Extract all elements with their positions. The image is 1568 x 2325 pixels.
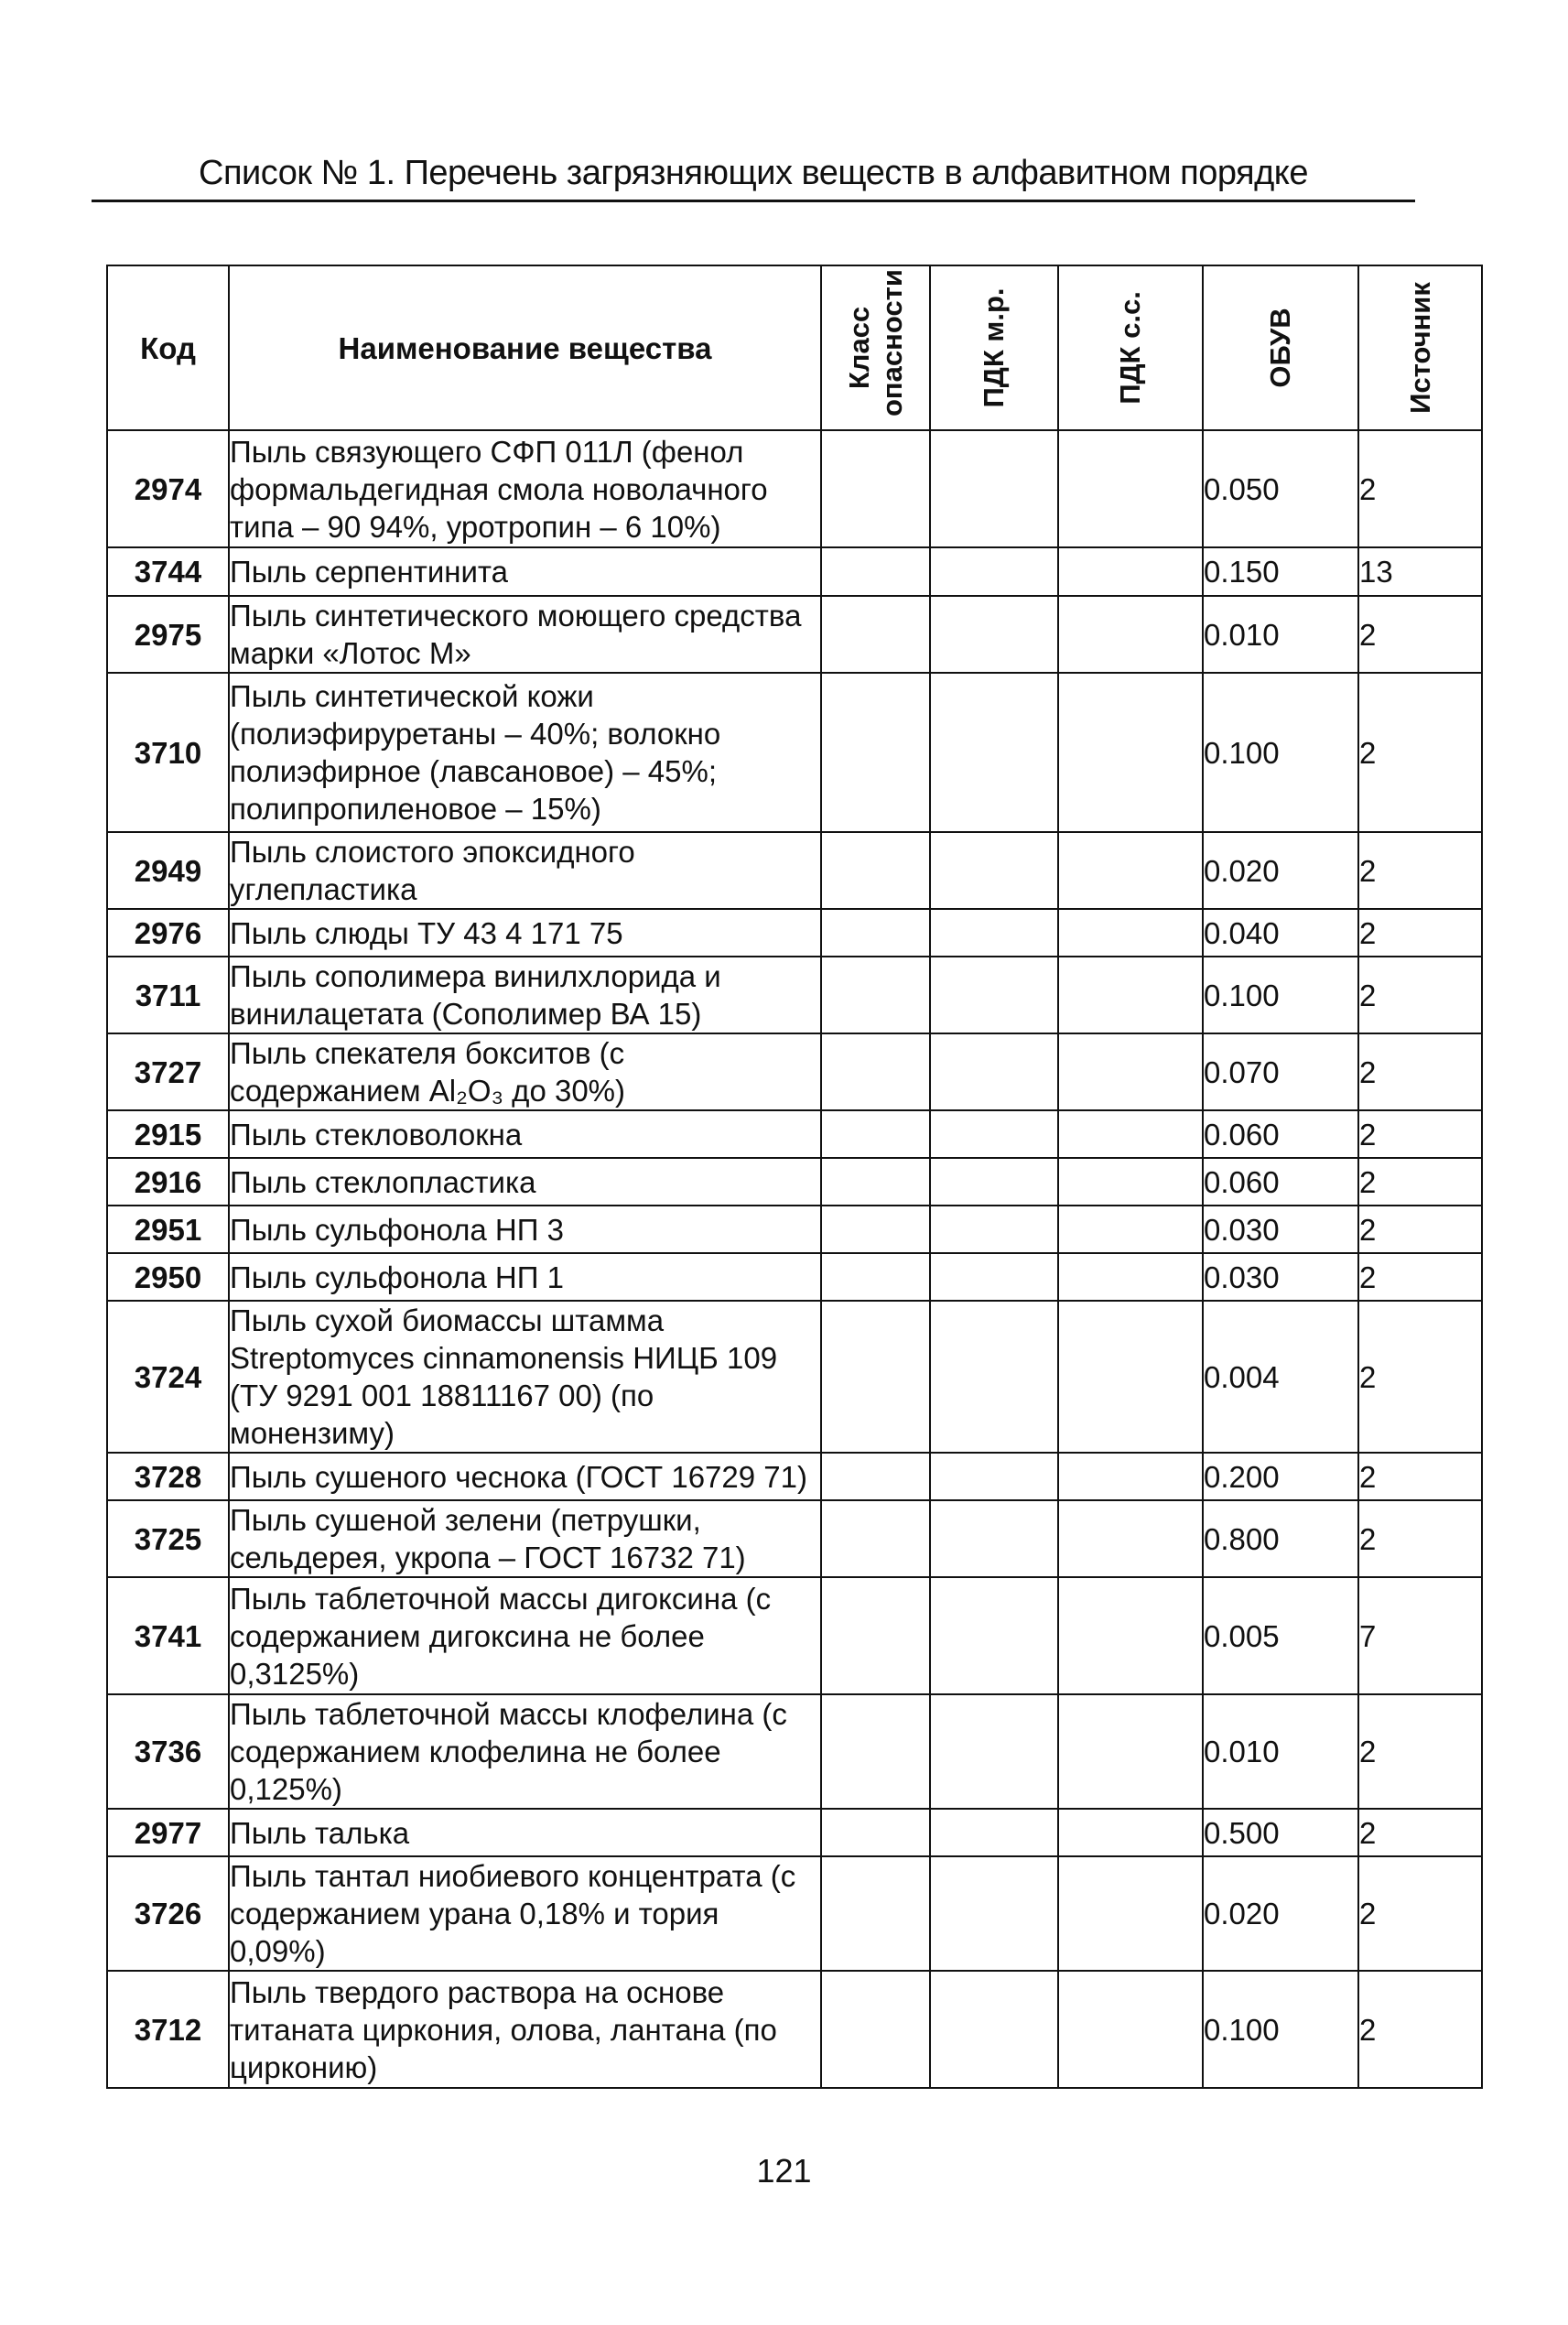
table-row bbox=[107, 832, 1482, 909]
header-divider bbox=[92, 200, 1415, 202]
cell-pdk-mr bbox=[930, 1971, 1058, 2088]
column-header-source bbox=[1358, 265, 1482, 430]
cell-source: 2 bbox=[1358, 1110, 1482, 1158]
cell-source: 2 bbox=[1358, 909, 1482, 957]
table-row bbox=[107, 1694, 1482, 1809]
cell-hazard-class bbox=[821, 1453, 930, 1500]
cell-pdk-mr bbox=[930, 1301, 1058, 1453]
cell-hazard-class bbox=[821, 547, 930, 596]
cell-pdk-mr bbox=[930, 1694, 1058, 1809]
cell-pdk-mr bbox=[930, 1158, 1058, 1206]
cell-code: 3727 bbox=[107, 1033, 229, 1110]
cell-obuv: 0.060 bbox=[1203, 1110, 1358, 1158]
cell-name: Пыль синтетической кожи (полиэфируретаны – 40%; волокно полиэфирное (лавсановое) – 45%; полипропиленовое – 15%) bbox=[229, 673, 821, 832]
cell-name: Пыль твердого раствора на основе титаната циркония, олова, лантана (по цирконию) bbox=[229, 1971, 821, 2088]
table-row bbox=[107, 1206, 1482, 1253]
cell-pdk-mr bbox=[930, 547, 1058, 596]
cell-source: 13 bbox=[1358, 547, 1482, 596]
column-header-obuv bbox=[1203, 265, 1358, 430]
cell-code: 2916 bbox=[107, 1158, 229, 1206]
cell-code: 2974 bbox=[107, 430, 229, 547]
table-row bbox=[107, 1253, 1482, 1301]
cell-name: Пыль связующего СФП 011Л (фенол формальдегидная смола новолачного типа – 90 94%, уротропин – 6 10%) bbox=[229, 430, 821, 547]
cell-source: 7 bbox=[1358, 1577, 1482, 1694]
column-header-code: Код bbox=[107, 265, 229, 430]
cell-name: Пыль слюды ТУ 43 4 171 75 bbox=[229, 909, 821, 957]
table-row bbox=[107, 547, 1482, 596]
cell-pdk-ss bbox=[1058, 430, 1203, 547]
cell-obuv: 0.020 bbox=[1203, 832, 1358, 909]
table-row bbox=[107, 1577, 1482, 1694]
cell-obuv: 0.200 bbox=[1203, 1453, 1358, 1500]
cell-hazard-class bbox=[821, 1253, 930, 1301]
table-row bbox=[107, 1856, 1482, 1971]
cell-obuv: 0.500 bbox=[1203, 1809, 1358, 1856]
column-header-pdk-ss bbox=[1058, 265, 1203, 430]
cell-name: Пыль стекловолокна bbox=[229, 1110, 821, 1158]
cell-pdk-ss bbox=[1058, 673, 1203, 832]
cell-hazard-class bbox=[821, 1856, 930, 1971]
table-row bbox=[107, 1158, 1482, 1206]
column-header-obuv-label: ОБУВ bbox=[1264, 308, 1296, 388]
table-row bbox=[107, 1301, 1482, 1453]
cell-pdk-mr bbox=[930, 909, 1058, 957]
cell-pdk-ss bbox=[1058, 1206, 1203, 1253]
table-body bbox=[107, 430, 1482, 2088]
cell-obuv: 0.040 bbox=[1203, 909, 1358, 957]
cell-source: 2 bbox=[1358, 1253, 1482, 1301]
cell-pdk-ss bbox=[1058, 1033, 1203, 1110]
table-row bbox=[107, 1500, 1482, 1577]
cell-pdk-mr bbox=[930, 1033, 1058, 1110]
cell-name: Пыль сульфонола НП 3 bbox=[229, 1206, 821, 1253]
cell-hazard-class bbox=[821, 1809, 930, 1856]
cell-source: 2 bbox=[1358, 1809, 1482, 1856]
cell-code: 3711 bbox=[107, 957, 229, 1033]
cell-obuv: 0.800 bbox=[1203, 1500, 1358, 1577]
cell-pdk-ss bbox=[1058, 1809, 1203, 1856]
table-row bbox=[107, 430, 1482, 547]
cell-pdk-ss bbox=[1058, 1110, 1203, 1158]
cell-name: Пыль таблеточной массы дигоксина (с содержанием дигоксина не более 0,3125%) bbox=[229, 1577, 821, 1694]
substances-table bbox=[106, 265, 1483, 2089]
cell-code: 2951 bbox=[107, 1206, 229, 1253]
cell-pdk-mr bbox=[930, 430, 1058, 547]
table-header-row bbox=[107, 265, 1482, 430]
cell-source: 2 bbox=[1358, 673, 1482, 832]
cell-source: 2 bbox=[1358, 1694, 1482, 1809]
cell-pdk-ss bbox=[1058, 547, 1203, 596]
cell-code: 3726 bbox=[107, 1856, 229, 1971]
cell-name: Пыль сухой биомассы штамма Streptomyces cinnamonensis НИЦБ 109 (ТУ 9291 001 18811167 00) (по монензиму) bbox=[229, 1301, 821, 1453]
cell-code: 2975 bbox=[107, 596, 229, 673]
cell-hazard-class bbox=[821, 596, 930, 673]
cell-pdk-mr bbox=[930, 832, 1058, 909]
cell-source: 2 bbox=[1358, 1856, 1482, 1971]
cell-pdk-ss bbox=[1058, 1253, 1203, 1301]
cell-pdk-mr bbox=[930, 1809, 1058, 1856]
cell-source: 2 bbox=[1358, 1206, 1482, 1253]
cell-pdk-ss bbox=[1058, 1158, 1203, 1206]
cell-hazard-class bbox=[821, 1971, 930, 2088]
table-row bbox=[107, 1110, 1482, 1158]
cell-name: Пыль тантал ниобиевого концентрата (с содержанием урана 0,18% и тория 0,09%) bbox=[229, 1856, 821, 1971]
cell-pdk-ss bbox=[1058, 1577, 1203, 1694]
cell-name: Пыль стеклопластика bbox=[229, 1158, 821, 1206]
table-row bbox=[107, 957, 1482, 1033]
cell-hazard-class bbox=[821, 1500, 930, 1577]
cell-obuv: 0.150 bbox=[1203, 547, 1358, 596]
cell-hazard-class bbox=[821, 1158, 930, 1206]
cell-hazard-class bbox=[821, 1033, 930, 1110]
cell-code: 3712 bbox=[107, 1971, 229, 2088]
cell-hazard-class bbox=[821, 1206, 930, 1253]
cell-hazard-class bbox=[821, 1110, 930, 1158]
cell-pdk-ss bbox=[1058, 596, 1203, 673]
cell-hazard-class bbox=[821, 673, 930, 832]
cell-name: Пыль синтетического моющего средства марки «Лотос М» bbox=[229, 596, 821, 673]
column-header-pdk-mr bbox=[930, 265, 1058, 430]
cell-obuv: 0.020 bbox=[1203, 1856, 1358, 1971]
cell-pdk-mr bbox=[930, 957, 1058, 1033]
cell-name: Пыль сульфонола НП 1 bbox=[229, 1253, 821, 1301]
cell-source: 2 bbox=[1358, 430, 1482, 547]
cell-pdk-ss bbox=[1058, 1694, 1203, 1809]
cell-source: 2 bbox=[1358, 1971, 1482, 2088]
cell-hazard-class bbox=[821, 832, 930, 909]
cell-pdk-ss bbox=[1058, 832, 1203, 909]
cell-pdk-ss bbox=[1058, 909, 1203, 957]
cell-source: 2 bbox=[1358, 1301, 1482, 1453]
cell-code: 3744 bbox=[107, 547, 229, 596]
page-number: 121 bbox=[756, 2152, 812, 2190]
cell-source: 2 bbox=[1358, 596, 1482, 673]
cell-code: 3736 bbox=[107, 1694, 229, 1809]
cell-pdk-mr bbox=[930, 1500, 1058, 1577]
cell-source: 2 bbox=[1358, 1453, 1482, 1500]
column-header-pdk-ss-label: ПДК с.с. bbox=[1114, 291, 1146, 405]
cell-code: 2950 bbox=[107, 1253, 229, 1301]
cell-obuv: 0.004 bbox=[1203, 1301, 1358, 1453]
cell-name: Пыль слоистого эпоксидного углепластика bbox=[229, 832, 821, 909]
cell-obuv: 0.100 bbox=[1203, 1971, 1358, 2088]
cell-name: Пыль серпентинита bbox=[229, 547, 821, 596]
cell-pdk-mr bbox=[930, 673, 1058, 832]
cell-pdk-mr bbox=[930, 596, 1058, 673]
cell-obuv: 0.030 bbox=[1203, 1253, 1358, 1301]
cell-source: 2 bbox=[1358, 957, 1482, 1033]
cell-pdk-ss bbox=[1058, 957, 1203, 1033]
cell-obuv: 0.030 bbox=[1203, 1206, 1358, 1253]
column-header-hazard-class-label: Класс опасности bbox=[842, 269, 908, 416]
cell-pdk-mr bbox=[930, 1253, 1058, 1301]
cell-pdk-mr bbox=[930, 1110, 1058, 1158]
cell-pdk-ss bbox=[1058, 1856, 1203, 1971]
cell-source: 2 bbox=[1358, 1033, 1482, 1110]
cell-obuv: 0.005 bbox=[1203, 1577, 1358, 1694]
cell-code: 3710 bbox=[107, 673, 229, 832]
table-row bbox=[107, 1971, 1482, 2088]
cell-pdk-mr bbox=[930, 1453, 1058, 1500]
table-row bbox=[107, 673, 1482, 832]
cell-name: Пыль талька bbox=[229, 1809, 821, 1856]
cell-code: 2915 bbox=[107, 1110, 229, 1158]
cell-code: 2949 bbox=[107, 832, 229, 909]
cell-pdk-ss bbox=[1058, 1453, 1203, 1500]
cell-obuv: 0.100 bbox=[1203, 957, 1358, 1033]
cell-obuv: 0.010 bbox=[1203, 1694, 1358, 1809]
column-header-source-label: Источник bbox=[1403, 282, 1436, 414]
cell-pdk-ss bbox=[1058, 1500, 1203, 1577]
cell-code: 3724 bbox=[107, 1301, 229, 1453]
cell-source: 2 bbox=[1358, 1500, 1482, 1577]
cell-hazard-class bbox=[821, 1301, 930, 1453]
cell-source: 2 bbox=[1358, 1158, 1482, 1206]
cell-hazard-class bbox=[821, 909, 930, 957]
table-row bbox=[107, 909, 1482, 957]
cell-code: 2977 bbox=[107, 1809, 229, 1856]
table-row bbox=[107, 1453, 1482, 1500]
cell-code: 3725 bbox=[107, 1500, 229, 1577]
table-row bbox=[107, 1033, 1482, 1110]
cell-pdk-ss bbox=[1058, 1301, 1203, 1453]
cell-obuv: 0.050 bbox=[1203, 430, 1358, 547]
cell-pdk-mr bbox=[930, 1577, 1058, 1694]
cell-code: 2976 bbox=[107, 909, 229, 957]
cell-obuv: 0.070 bbox=[1203, 1033, 1358, 1110]
cell-hazard-class bbox=[821, 430, 930, 547]
table-row bbox=[107, 1809, 1482, 1856]
column-header-pdk-mr-label: ПДК м.р. bbox=[978, 287, 1010, 408]
cell-name: Пыль таблеточной массы клофелина (с содержанием клофелина не более 0,125%) bbox=[229, 1694, 821, 1809]
cell-hazard-class bbox=[821, 1694, 930, 1809]
cell-name: Пыль сушеного чеснока (ГОСТ 16729 71) bbox=[229, 1453, 821, 1500]
page-title: Список № 1. Перечень загрязняющих веществ в алфавитном порядке bbox=[199, 154, 1308, 192]
cell-pdk-mr bbox=[930, 1206, 1058, 1253]
cell-name: Пыль сополимера винилхлорида и винилацетата (Сополимер ВА 15) bbox=[229, 957, 821, 1033]
cell-obuv: 0.060 bbox=[1203, 1158, 1358, 1206]
cell-pdk-ss bbox=[1058, 1971, 1203, 2088]
column-header-hazard-class bbox=[821, 265, 930, 430]
cell-source: 2 bbox=[1358, 832, 1482, 909]
column-header-name: Наименование вещества bbox=[229, 265, 821, 430]
cell-obuv: 0.010 bbox=[1203, 596, 1358, 673]
cell-name: Пыль спекателя бокситов (с содержанием Al₂O₃ до 30%) bbox=[229, 1033, 821, 1110]
table-row bbox=[107, 596, 1482, 673]
cell-hazard-class bbox=[821, 957, 930, 1033]
cell-pdk-mr bbox=[930, 1856, 1058, 1971]
cell-hazard-class bbox=[821, 1577, 930, 1694]
cell-code: 3728 bbox=[107, 1453, 229, 1500]
cell-name: Пыль сушеной зелени (петрушки, сельдерея, укропа – ГОСТ 16732 71) bbox=[229, 1500, 821, 1577]
cell-code: 3741 bbox=[107, 1577, 229, 1694]
cell-obuv: 0.100 bbox=[1203, 673, 1358, 832]
